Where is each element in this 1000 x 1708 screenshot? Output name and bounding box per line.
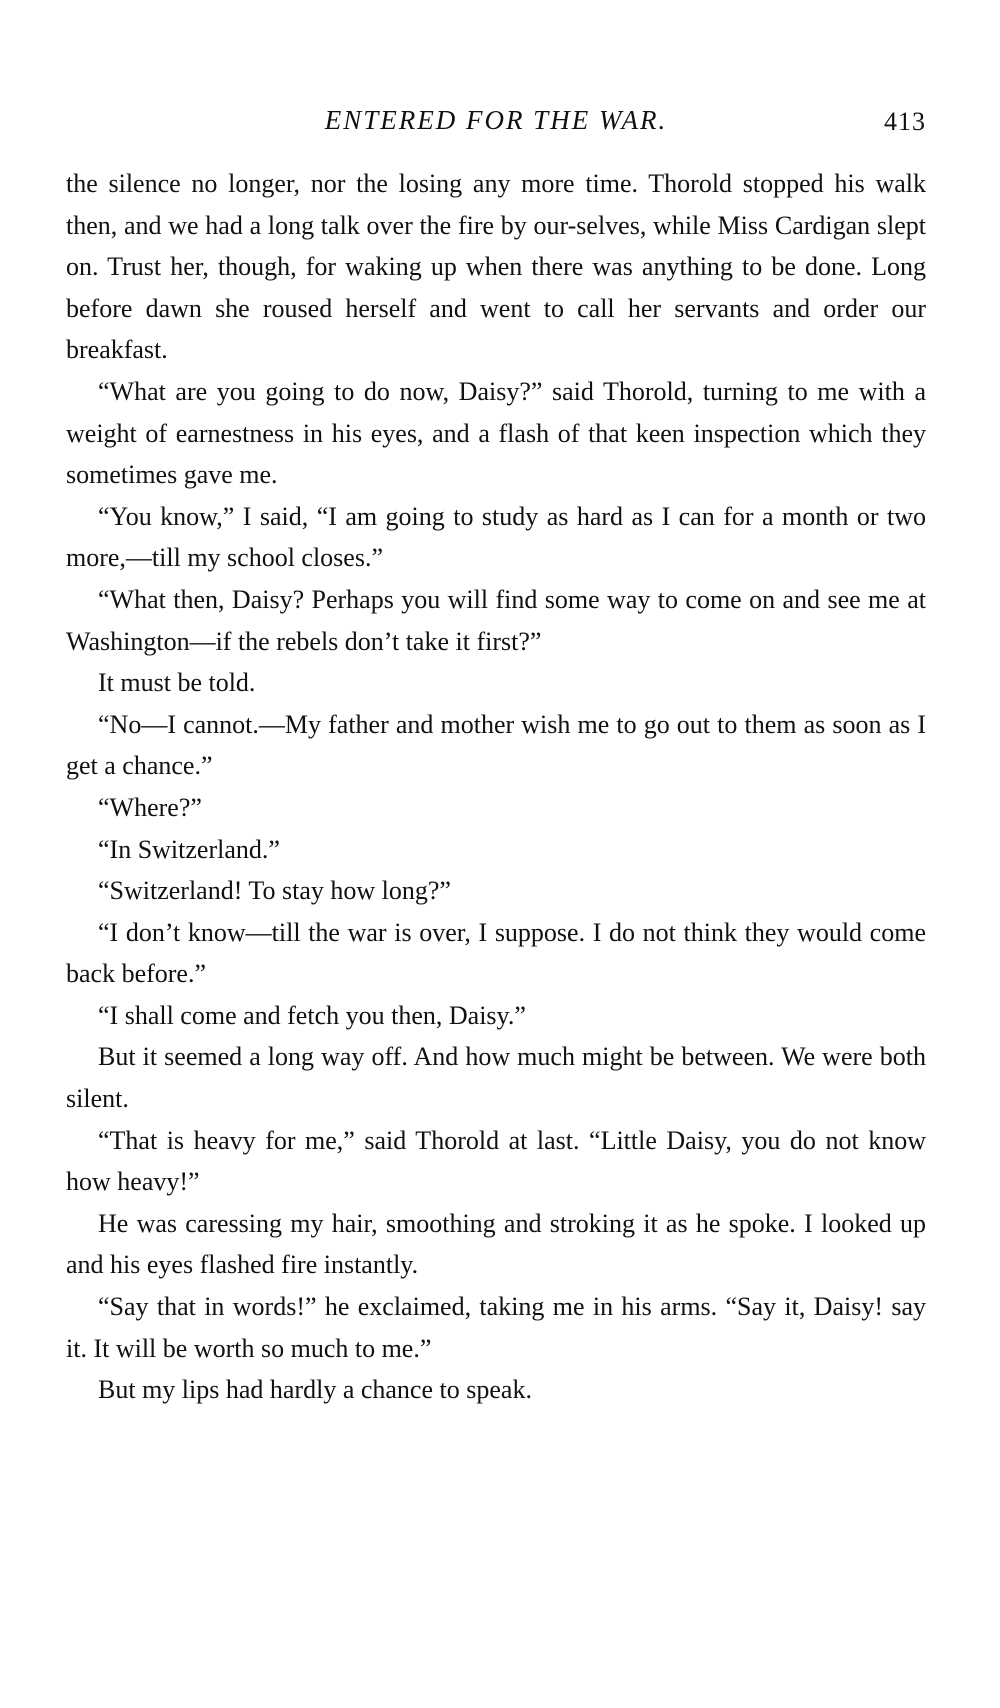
page-header <box>66 100 926 140</box>
paragraph: But my lips had hardly a chance to speak. <box>98 1375 532 1405</box>
running-title: ENTERED FOR THE WAR. <box>324 105 668 135</box>
paragraph: He was caressing my hair, smoothing and stroking it as he spoke. I looked up and his eyes flashed fire instantly. <box>66 1208 926 1280</box>
paragraph: “What are you going to do now, Daisy?” said Thorold, turning to me with a weight of earnestness in his eyes, and a flash of that keen inspection which they sometimes gave me. <box>66 376 926 490</box>
paragraph: “I don’t know—till the war is over, I suppose. I do not think they would come back before.” <box>66 917 926 989</box>
paragraph: “I shall come and fetch you then, Daisy.” <box>98 1000 526 1030</box>
paragraph: “In Switzerland.” <box>98 834 280 864</box>
paragraph: But it seemed a long way off. And how much might be between. We were both silent. <box>66 1042 926 1114</box>
paragraph: “Say that in words!” he exclaimed, taking me in his arms. “Say it, Daisy! say it. It will be worth so much to me.” <box>66 1292 926 1363</box>
paragraph: the silence no longer, nor the losing any more time. Thorold stopped his walk then, and we had a long talk over the fire by our-selves, while Miss Cardigan slept on. Trust her, though, for waking up when there was anything to be done. Long before dawn she roused herself and went to call her servants and order our breakfast. <box>66 169 926 365</box>
paragraph: “That is heavy for me,” said Thorold at last. “Little Daisy, you do not know how heavy!” <box>66 1125 926 1197</box>
page-number: 413 <box>884 107 926 136</box>
paragraph: “Switzerland! To stay how long?” <box>98 876 451 906</box>
paragraph: It must be told. <box>98 668 256 698</box>
body-text <box>66 163 926 1411</box>
paragraph: “Where?” <box>98 792 202 822</box>
paragraph: “What then, Daisy? Perhaps you will find some way to come on and see me at Washington—if the rebels don’t take it first?” <box>66 584 926 656</box>
paragraph: “No—I cannot.—My father and mother wish me to go out to them as soon as I get a chance.” <box>66 709 926 781</box>
paragraph: “You know,” I said, “I am going to study as hard as I can for a month or two more,—till my school closes.” <box>66 501 926 573</box>
